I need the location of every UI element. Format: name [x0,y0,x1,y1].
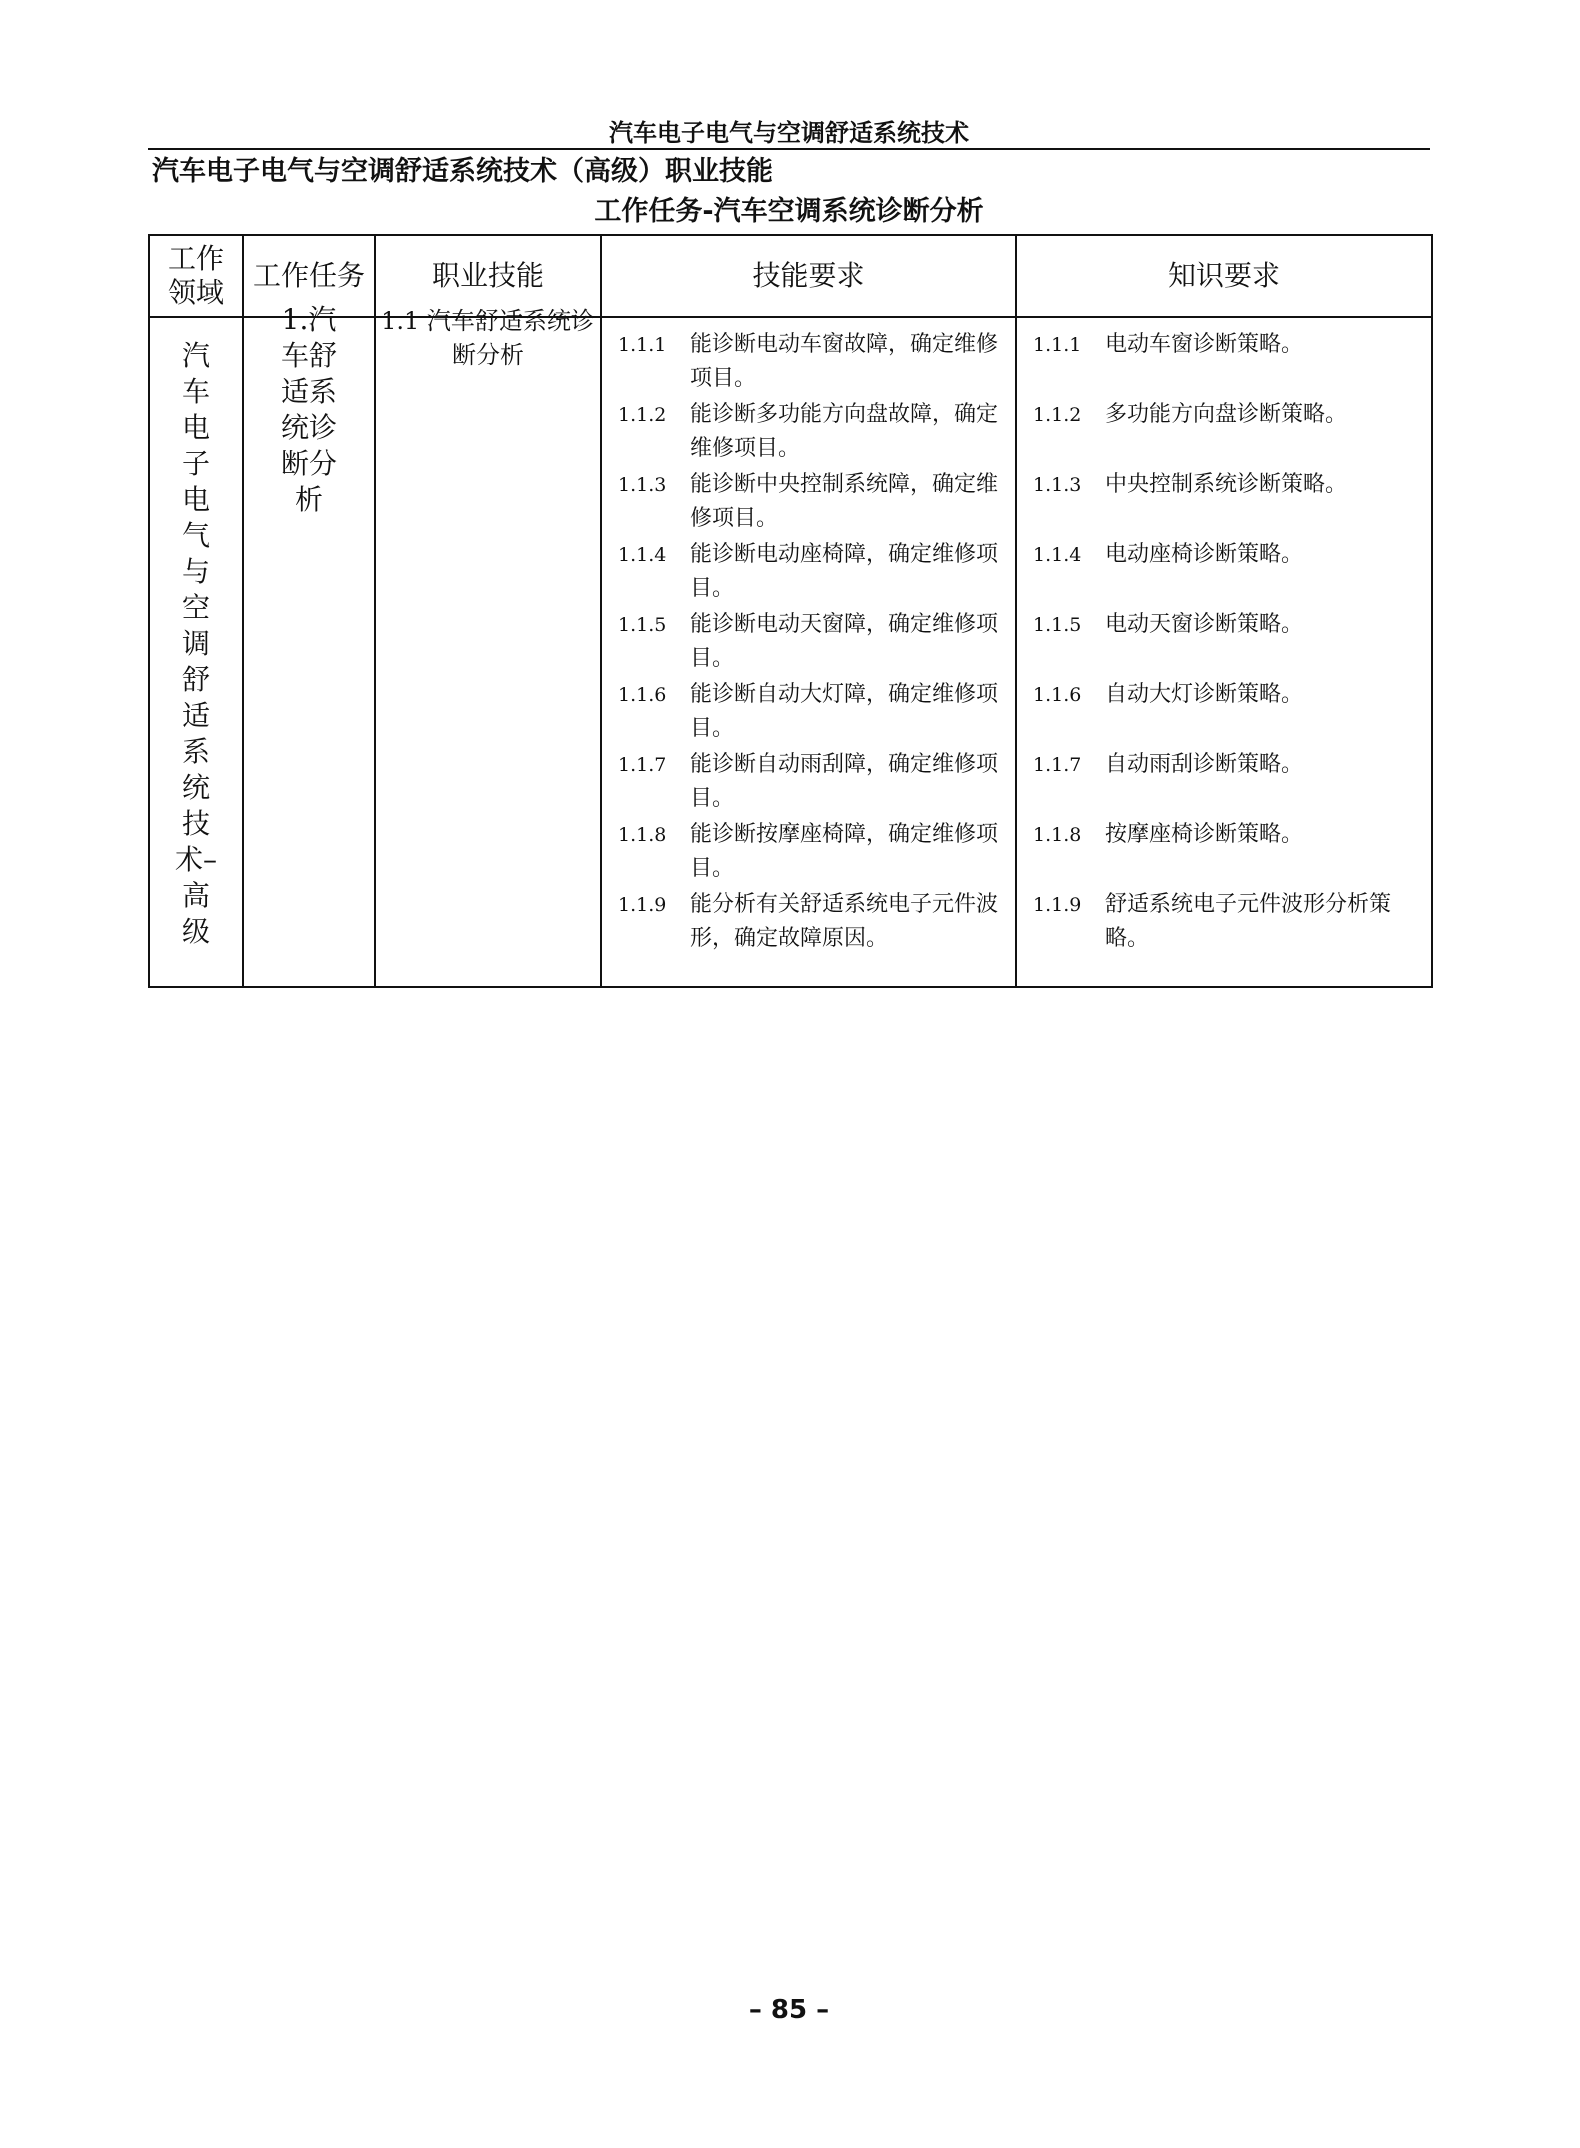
knowledge-requirement-item [1033,888,1421,958]
knowledge-requirement-item-text: 电动车窗诊断策略。 [1105,332,1304,357]
domain-cell [149,317,243,987]
task-text: 1.汽车舒适系统诊断分析 [280,303,337,516]
knowledge-requirement-item-number: 1.1.9 [1033,894,1082,916]
knowledge-requirement-item-text: 多功能方向盘诊断策略。 [1105,402,1348,427]
knowledge-requirement-item [1033,468,1421,538]
header-divider [148,148,1430,150]
running-header: 汽车电子电气与空调舒适系统技术 [609,119,969,147]
knowledge-requirement-item-text: 舒适系统电子元件波形分析策略。 [1105,892,1392,951]
skill-text: 1.1 汽车舒适系统诊断分析 [381,307,595,369]
skill-requirement-item [618,678,1005,748]
knowledge-requirement-item-text: 自动大灯诊断策略。 [1105,682,1304,707]
skill-cell [375,307,601,987]
knowledge-requirement-item [1033,328,1421,398]
skill-requirement-item-text: 能诊断自动大灯障，确定维修项目。 [690,682,999,741]
document-title: 汽车电子电气与空调舒适系统技术（高级）职业技能 [152,156,773,187]
knowledge-requirement-item-number: 1.1.2 [1033,404,1082,426]
knowledge-requirement-item-text: 电动天窗诊断策略。 [1105,612,1304,637]
knowledge-requirement-item [1033,748,1421,818]
header-knowledge-requirements: 知识要求 [1016,235,1432,317]
knowledge-requirement-item-text: 自动雨刮诊断策略。 [1105,752,1304,777]
knowledge-requirement-item [1033,608,1421,678]
knowledge-requirement-item [1033,818,1421,888]
knowledge-requirement-item-text: 中央控制系统诊断策略。 [1105,472,1348,497]
skill-requirement-item-text: 能诊断按摩座椅障，确定维修项目。 [690,822,999,881]
knowledge-requirement-item-number: 1.1.4 [1033,544,1082,566]
skill-requirement-item [618,748,1005,818]
knowledge-requirement-item [1033,398,1421,468]
document-subtitle: 工作任务-汽车空调系统诊断分析 [594,196,984,227]
skill-requirement-item-number: 1.1.5 [618,614,667,636]
skill-requirement-item-text: 能诊断多功能方向盘故障，确定维修项目。 [690,402,999,461]
skill-requirement-item-text: 能诊断电动座椅障，确定维修项目。 [690,542,999,601]
knowledge-requirement-item [1033,538,1421,608]
skill-requirement-item-text: 能分析有关舒适系统电子元件波形，确定故障原因。 [690,892,999,951]
skill-requirement-item [618,608,1005,678]
header-domain: 工作领域 [149,235,243,317]
skill-requirement-item-text: 能诊断中央控制系统障，确定维修项目。 [690,472,999,531]
skill-requirement-item-number: 1.1.7 [618,754,667,776]
knowledge-requirement-item-number: 1.1.7 [1033,754,1082,776]
knowledge-requirement-item-number: 1.1.6 [1033,684,1082,706]
skills-table [148,234,1433,988]
skill-requirements-list [602,318,1015,958]
skill-requirement-item [618,398,1005,468]
knowledge-requirements-list [1017,318,1431,958]
skill-requirement-item [618,468,1005,538]
page-number: – 85 – [748,1995,830,2025]
knowledge-requirement-item-text: 按摩座椅诊断策略。 [1105,822,1304,847]
knowledge-requirement-item-number: 1.1.3 [1033,474,1082,496]
skill-requirement-item [618,888,1005,958]
knowledge-requirement-item-text: 电动座椅诊断策略。 [1105,542,1304,567]
skill-requirement-item-number: 1.1.2 [618,404,667,426]
knowledge-requirement-item-number: 1.1.1 [1033,334,1082,356]
skill-requirement-item-number: 1.1.3 [618,474,667,496]
skill-requirement-item-number: 1.1.1 [618,334,667,356]
skill-requirements-cell [601,317,1016,987]
skill-requirement-item-number: 1.1.6 [618,684,667,706]
header-skill-requirements: 技能要求 [601,235,1016,317]
skill-requirement-item-text: 能诊断电动车窗故障，确定维修项目。 [690,332,999,391]
skill-requirement-item [618,328,1005,398]
skill-requirement-item-number: 1.1.4 [618,544,667,566]
table-row [149,317,1432,987]
skill-requirement-item-text: 能诊断电动天窗障，确定维修项目。 [690,612,999,671]
knowledge-requirement-item [1033,678,1421,748]
skill-requirement-item-number: 1.1.8 [618,824,667,846]
knowledge-requirement-item-number: 1.1.8 [1033,824,1082,846]
skill-requirement-item [618,818,1005,888]
knowledge-requirements-cell [1016,317,1432,987]
skill-requirement-item-number: 1.1.9 [618,894,667,916]
skill-requirement-item [618,538,1005,608]
knowledge-requirement-item-number: 1.1.5 [1033,614,1082,636]
task-cell [243,303,375,987]
header-task: 工作任务 [243,235,375,317]
header-skill: 职业技能 [375,235,601,317]
skill-requirement-item-text: 能诊断自动雨刮障，确定维修项目。 [690,752,999,811]
domain-text: 汽车电子电气与空调舒适系统技术–高级 [174,339,217,948]
